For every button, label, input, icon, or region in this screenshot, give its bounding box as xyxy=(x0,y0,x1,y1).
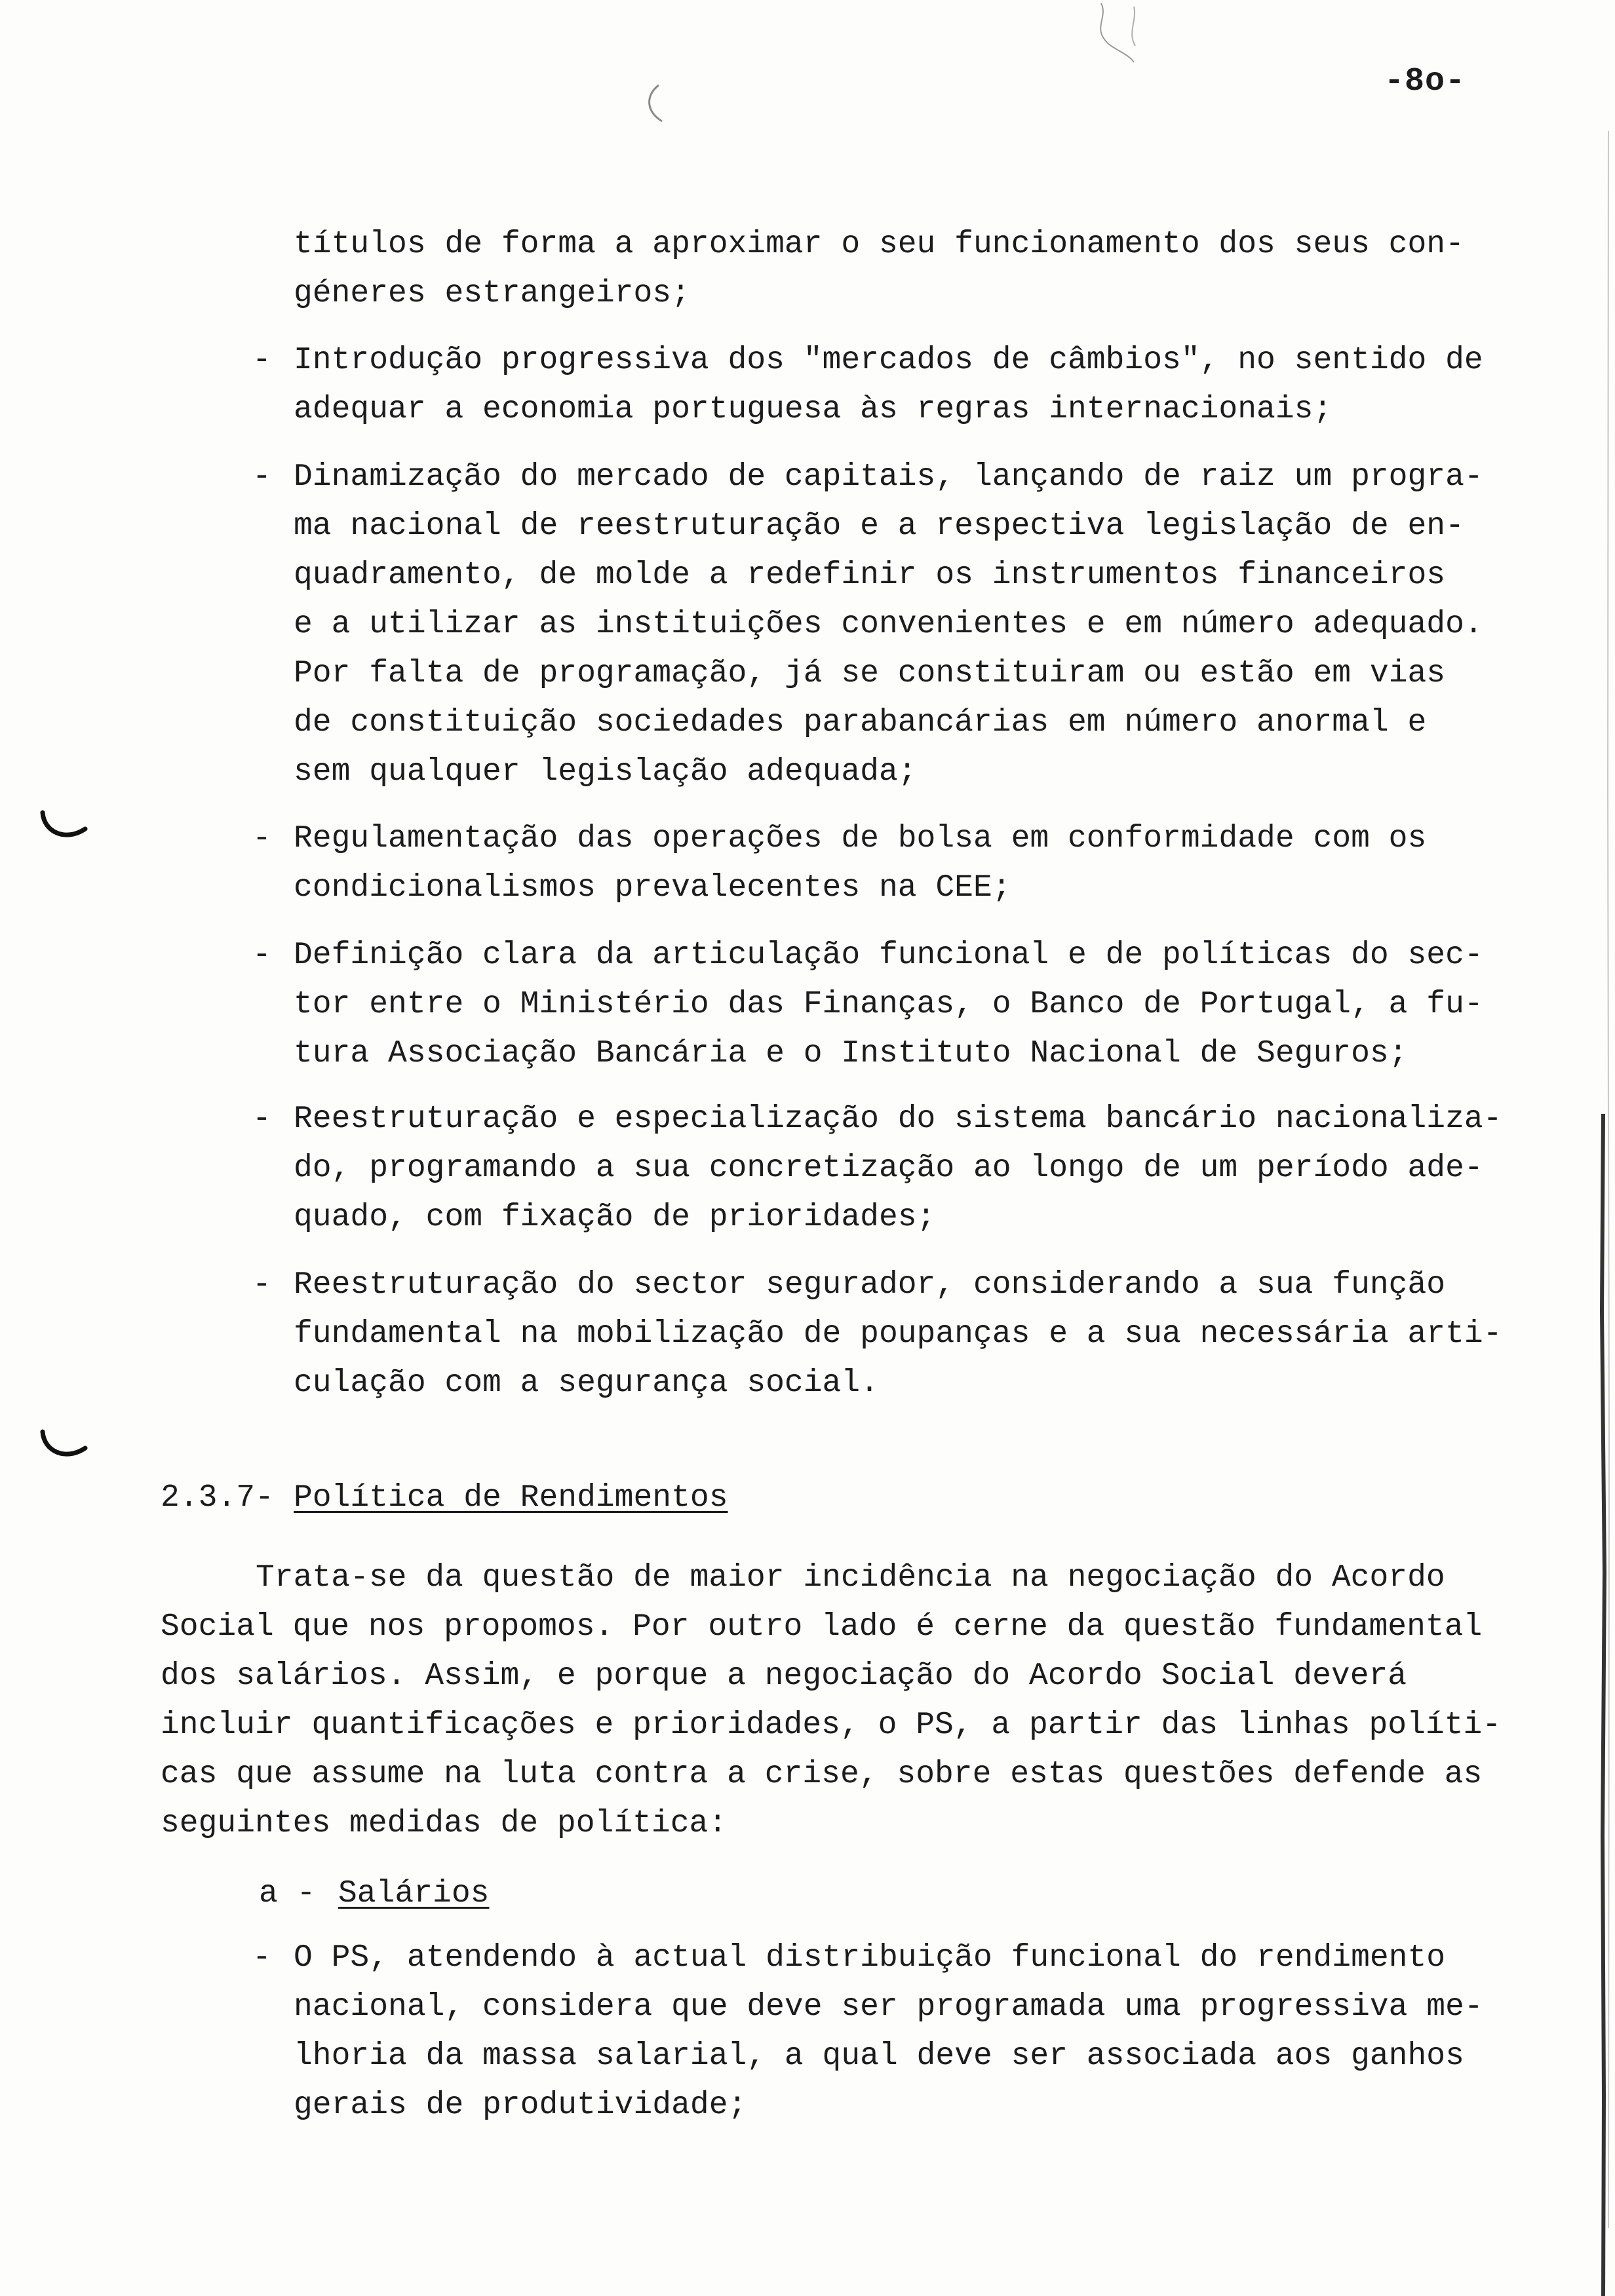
text-line: fundamental na mobilização de poupanças e a sua necessária arti- xyxy=(294,1316,1502,1352)
text-line: títulos de forma a aproximar o seu funcionamento dos seus con- xyxy=(294,227,1464,262)
text-line: adequar a economia portuguesa às regras internacionais; xyxy=(294,392,1333,427)
text-line: quado, com fixação de prioridades; xyxy=(294,1200,936,1235)
margin-tick-2 xyxy=(36,1422,88,1468)
text-line: Definição clara da articulação funcional e de políticas do sec- xyxy=(294,938,1483,973)
bullet-dash: - xyxy=(252,938,271,973)
subsection-title: Salários xyxy=(338,1876,490,1911)
text-line: lhoria da massa salarial, a qual deve ser associada aos ganhos xyxy=(294,2038,1464,2074)
text-line: Regulamentação das operações de bolsa em conformidade com os xyxy=(294,821,1427,856)
bullet-dash: - xyxy=(252,821,271,856)
text-line: cas que assume na luta contra a crise, sobre estas questões defende as xyxy=(161,1757,1483,1792)
text-line: Trata-se da questão de maior incidência na negociação do Acordo xyxy=(256,1560,1445,1596)
scan-mark-left xyxy=(639,79,672,131)
section-title: Política de Rendimentos xyxy=(294,1480,728,1516)
scan-mark-top xyxy=(1088,0,1147,72)
text-line: de constituição sociedades parabancárias em número anormal e xyxy=(294,705,1427,740)
text-line: O PS, atendendo à actual distribuição funcional do rendimento xyxy=(294,1940,1446,1976)
text-line: seguintes medidas de política: xyxy=(161,1806,728,1841)
text-line: condicionalismos prevalecentes na CEE; xyxy=(294,870,1011,906)
page-edge-shadow xyxy=(1595,0,1615,2296)
text-line: gerais de produtividade; xyxy=(294,2088,747,2123)
bullet-dash: - xyxy=(252,1940,271,1976)
text-line: quadramento, de molde a redefinir os instrumentos financeiros xyxy=(294,558,1446,593)
margin-tick-1 xyxy=(36,803,88,849)
subsection-label: a - xyxy=(259,1876,316,1911)
text-line: Reestruturação e especialização do sistema bancário nacionaliza- xyxy=(294,1101,1502,1137)
text-line: Dinamização do mercado de capitais, lançando de raiz um progra- xyxy=(294,459,1483,495)
text-line: dos salários. Assim, e porque a negociação do Acordo Social deverá xyxy=(161,1658,1407,1694)
text-line: Introdução progressiva dos "mercados de câmbios", no sentido de xyxy=(294,343,1483,378)
page-number: -8o- xyxy=(1384,63,1466,100)
text-line: tor entre o Ministério das Finanças, o Banco de Portugal, a fu- xyxy=(294,987,1483,1022)
text-line: do, programando a sua concretização ao longo de um período ade- xyxy=(294,1151,1483,1186)
text-line: nacional, considera que deve ser programada uma progressiva me- xyxy=(294,1989,1483,2025)
text-line: tura Associação Bancária e o Instituto Nacional de Seguros; xyxy=(294,1036,1408,1071)
text-line: géneres estrangeiros; xyxy=(294,276,690,311)
text-line: Reestruturação do sector segurador, considerando a sua função xyxy=(294,1267,1446,1303)
text-line: ma nacional de reestruturação e a respectiva legislação de en- xyxy=(294,508,1464,544)
text-line: Por falta de programação, já se constituiram ou estão em vias xyxy=(294,656,1446,691)
bullet-dash: - xyxy=(252,343,271,378)
bullet-dash: - xyxy=(252,459,271,495)
text-line: incluir quantificações e prioridades, o PS, a partir das linhas políti- xyxy=(161,1708,1502,1743)
text-line: culação com a segurança social. xyxy=(294,1366,879,1401)
bullet-dash: - xyxy=(252,1101,271,1137)
bullet-dash: - xyxy=(252,1267,271,1303)
section-number: 2.3.7- xyxy=(161,1480,274,1516)
text-line: sem qualquer legislação adequada; xyxy=(294,754,917,790)
text-line: e a utilizar as instituições convenientes e em número adequado. xyxy=(294,607,1483,642)
text-line: Social que nos propomos. Por outro lado é cerne da questão fundamental xyxy=(161,1609,1483,1645)
